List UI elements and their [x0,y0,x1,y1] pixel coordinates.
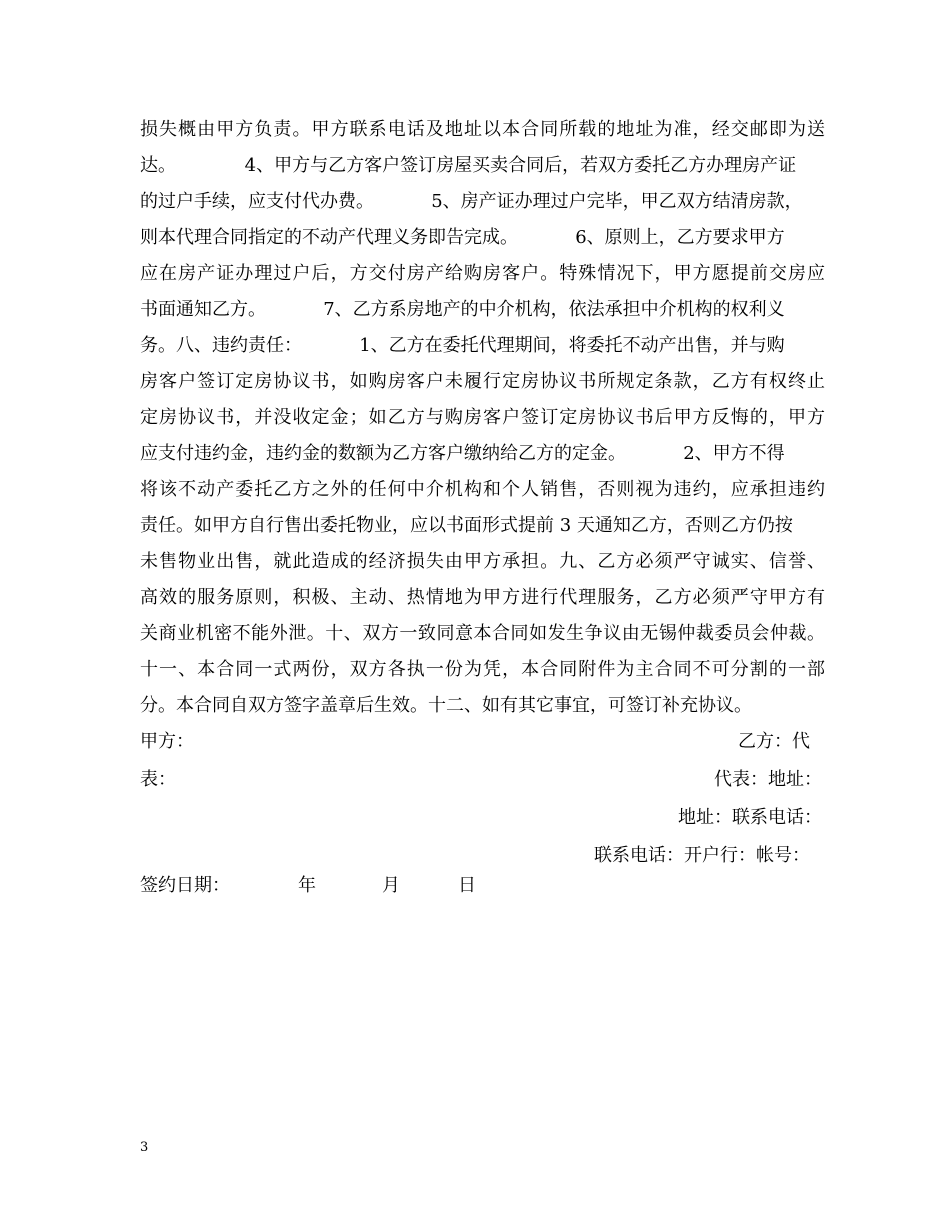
body-line-1: 损失概由甲方负责。甲方联系电话及地址以本合同所载的地址为准，经交邮即为送 [140,119,825,140]
body-line-12: 责任。如甲方自行售出委托物业，应以书面形式提前 3 天通知乙方，否则乙方仍按 [140,515,793,536]
body-line-2: 达。 4、甲方与乙方客户签订房屋买卖合同后，若双方委托乙方办理房产证 [140,155,797,176]
body-line-11: 将该不动产委托乙方之外的任何中介机构和个人销售，否则视为违约，应承担违约 [140,479,825,500]
body-line-16: 十一、本合同一式两份，双方各执一份为凭，本合同附件为主合同不可分割的一部 [140,659,825,680]
address-phone: 地址：联系电话： [678,807,822,828]
body-line-5: 应在房产证办理过户后，方交付房产给购房客户。特殊情况下，甲方愿提前交房应 [140,263,825,284]
body-line-3: 的过户手续，应支付代办费。 5、房产证办理过户完毕，甲乙双方结清房款， [140,191,803,212]
representative-address: 代表：地址： [714,769,822,790]
date-month: 月 [382,875,400,896]
body-line-8: 房客户签订定房协议书，如购房客户未履行定房协议书所规定条款，乙方有权终止 [140,371,825,392]
page-number: 3 [140,1140,149,1155]
body-line-10: 应支付违约金，违约金的数额为乙方客户缴纳给乙方的定金。 2、甲方不得 [140,443,785,464]
representative-left: 表： [140,769,176,790]
party-a-label: 甲方： [140,731,194,752]
body-line-14: 高效的服务原则，积极、主动、热情地为甲方进行代理服务，乙方必须严守甲方有 [140,587,825,608]
signing-date-label: 签约日期： [140,875,230,896]
phone-bank-account: 联系电话：开户行：帐号： [594,845,810,866]
body-line-13: 未售物业出售，就此造成的经济损失由甲方承担。九、乙方必须严守诚实、信誉、 [140,551,825,572]
party-b-label: 乙方：代 [738,731,810,752]
body-line-6: 书面通知乙方。 7、乙方系房地产的中介机构，依法承担中介机构的权利义 [140,299,785,320]
body-line-7: 务。八、违约责任： 1、乙方在委托代理期间，将委托不动产出售，并与购 [140,335,785,356]
date-year: 年 [298,875,316,896]
body-line-9: 定房协议书，并没收定金；如乙方与购房客户签订定房协议书后甲方反悔的，甲方 [140,407,825,428]
body-line-15: 关商业机密不能外泄。十、双方一致同意本合同如发生争议由无锡仲裁委员会仲裁。 [140,623,825,644]
body-line-17: 分。本合同自双方签字盖章后生效。十二、如有其它事宜，可签订补充协议。 [140,695,752,716]
body-line-4: 则本代理合同指定的不动产代理义务即告完成。 6、原则上，乙方要求甲方 [140,227,785,248]
date-day: 日 [458,875,476,896]
